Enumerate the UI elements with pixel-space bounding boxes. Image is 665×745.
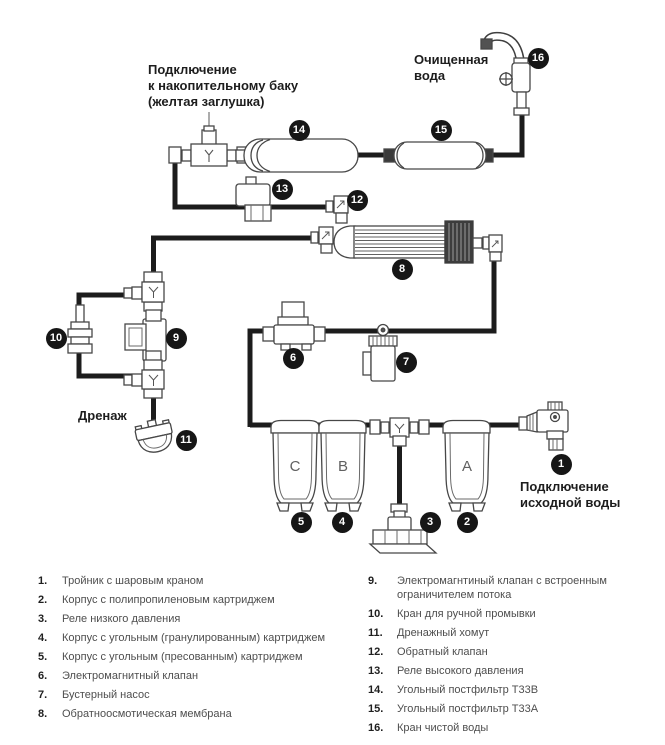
legend-item [38, 669, 343, 683]
legend-item [368, 607, 643, 621]
legend-item-text: Электромагнитный клапан [62, 670, 199, 682]
legend-item-text: Угольный постфильтр Т33А [397, 703, 539, 715]
drain-clamp [134, 417, 176, 456]
legend-item [38, 688, 343, 702]
legend-item-number: 4. [38, 632, 48, 644]
legend-item-number: 13. [368, 665, 384, 677]
drain-tee-upper [124, 272, 164, 311]
legend-right-column [368, 574, 643, 740]
legend-item-text: Угольный постфильтр Т33В [397, 684, 539, 696]
legend-item [368, 683, 643, 697]
legend-item [38, 707, 343, 721]
legend-left-column [38, 574, 343, 726]
legend-item-number: 11. [368, 627, 383, 639]
legend-item-number: 15. [368, 703, 384, 715]
legend-item-text: Корпус с угольным (пресованным) картриджем [62, 651, 303, 663]
source-label-line1: Подключение [520, 479, 609, 494]
membrane-inlet-elbow [311, 227, 333, 253]
housing-letter-c: C [289, 458, 301, 475]
legend-item-number: 9. [368, 575, 378, 587]
legend-item-number: 6. [38, 670, 48, 682]
clean-water-label [414, 52, 488, 84]
legend-item-number: 12. [368, 646, 384, 658]
legend-item [38, 631, 343, 645]
check-valve [326, 196, 348, 223]
badge-11: 11 [176, 430, 197, 451]
legend-item-number: 2. [38, 594, 48, 606]
source-inlet-valve [519, 402, 568, 450]
badge-1: 1 [551, 454, 572, 475]
high-pressure-relay [236, 177, 271, 221]
badge-3: 3 [420, 512, 441, 533]
legend-item-text: Электромагнтиный клапан с встроенным ограничителем потока [397, 575, 607, 601]
legend-item-number: 14. [368, 684, 384, 696]
badge-15: 15 [431, 120, 452, 141]
postfilter-t33b [236, 139, 358, 172]
legend-item-text: Дренажный хомут [397, 627, 490, 639]
badge-7: 7 [396, 352, 417, 373]
legend-item-text: Корпус с полипропиленовым картриджем [62, 594, 275, 606]
legend-item-text: Кран для ручной промывки [397, 608, 536, 620]
legend-item-number: 16. [368, 722, 384, 734]
tube-membrane-to-drain-tee [154, 238, 313, 275]
legend-item [38, 612, 343, 626]
legend-item [368, 664, 643, 678]
badge-8: 8 [392, 259, 413, 280]
legend-item [368, 721, 643, 735]
housing-letter-b: B [337, 458, 348, 475]
legend-item-number: 8. [38, 708, 48, 720]
tank-label-line1: Подключение [148, 62, 237, 77]
legend-item-text: Кран чистой воды [397, 722, 489, 734]
membrane-outlet-elbow [483, 235, 502, 261]
legend-item [38, 593, 343, 607]
legend-item [38, 574, 343, 588]
clean-water-line1: Очищенная [414, 52, 489, 67]
solenoid-valve [263, 302, 325, 350]
drain-label: Дренаж [78, 408, 127, 423]
source-tee-fitting [370, 418, 429, 446]
badge-6: 6 [283, 348, 304, 369]
legend-item-number: 5. [38, 651, 48, 663]
tank-connection-label [148, 62, 298, 110]
legend-item-text: Корпус с угольным (гранулированным) картриджем [62, 632, 326, 644]
legend-item-text: Обратноосмотическая мембрана [62, 708, 232, 720]
source-label-line2: исходной воды [520, 495, 621, 510]
tank-label-line3: (желтая заглушка) [148, 94, 265, 109]
housing-letter-a: A [461, 458, 472, 475]
legend-item [368, 574, 643, 602]
badge-12: 12 [347, 190, 368, 211]
legend-item-text: Реле высокого давления [397, 665, 524, 677]
badge-13: 13 [272, 179, 293, 200]
legend-item [368, 626, 643, 640]
clean-water-line2: вода [414, 68, 446, 83]
badge-9: 9 [166, 328, 187, 349]
badge-4: 4 [332, 512, 353, 533]
legend-item-number: 1. [38, 575, 48, 587]
legend-item [38, 650, 343, 664]
tank-label-line2: к накопительному баку [148, 78, 299, 93]
flow-restrictor-valve [125, 310, 166, 362]
legend-item [368, 702, 643, 716]
legend-item [368, 645, 643, 659]
legend-item-number: 10. [368, 608, 384, 620]
drain-tee-lower [124, 360, 164, 398]
legend-item-text: Реле низкого давления [62, 613, 181, 625]
legend-item-text: Обратный клапан [397, 646, 488, 658]
badge-16: 16 [528, 48, 549, 69]
legend-item-number: 7. [38, 689, 48, 701]
badge-5: 5 [291, 512, 312, 533]
badge-2: 2 [457, 512, 478, 533]
legend-item-number: 3. [38, 613, 48, 625]
manual-flush-valve [68, 305, 92, 353]
legend-item-text: Тройник с шаровым краном [62, 575, 204, 587]
ro-membrane [334, 221, 482, 263]
tube-flush-loop-bottom [79, 351, 136, 376]
postfilter-t33a [384, 142, 493, 169]
legend-item-text: Бустерный насос [62, 689, 150, 701]
source-water-label [520, 479, 620, 511]
badge-10: 10 [46, 328, 67, 349]
badge-14: 14 [289, 120, 310, 141]
